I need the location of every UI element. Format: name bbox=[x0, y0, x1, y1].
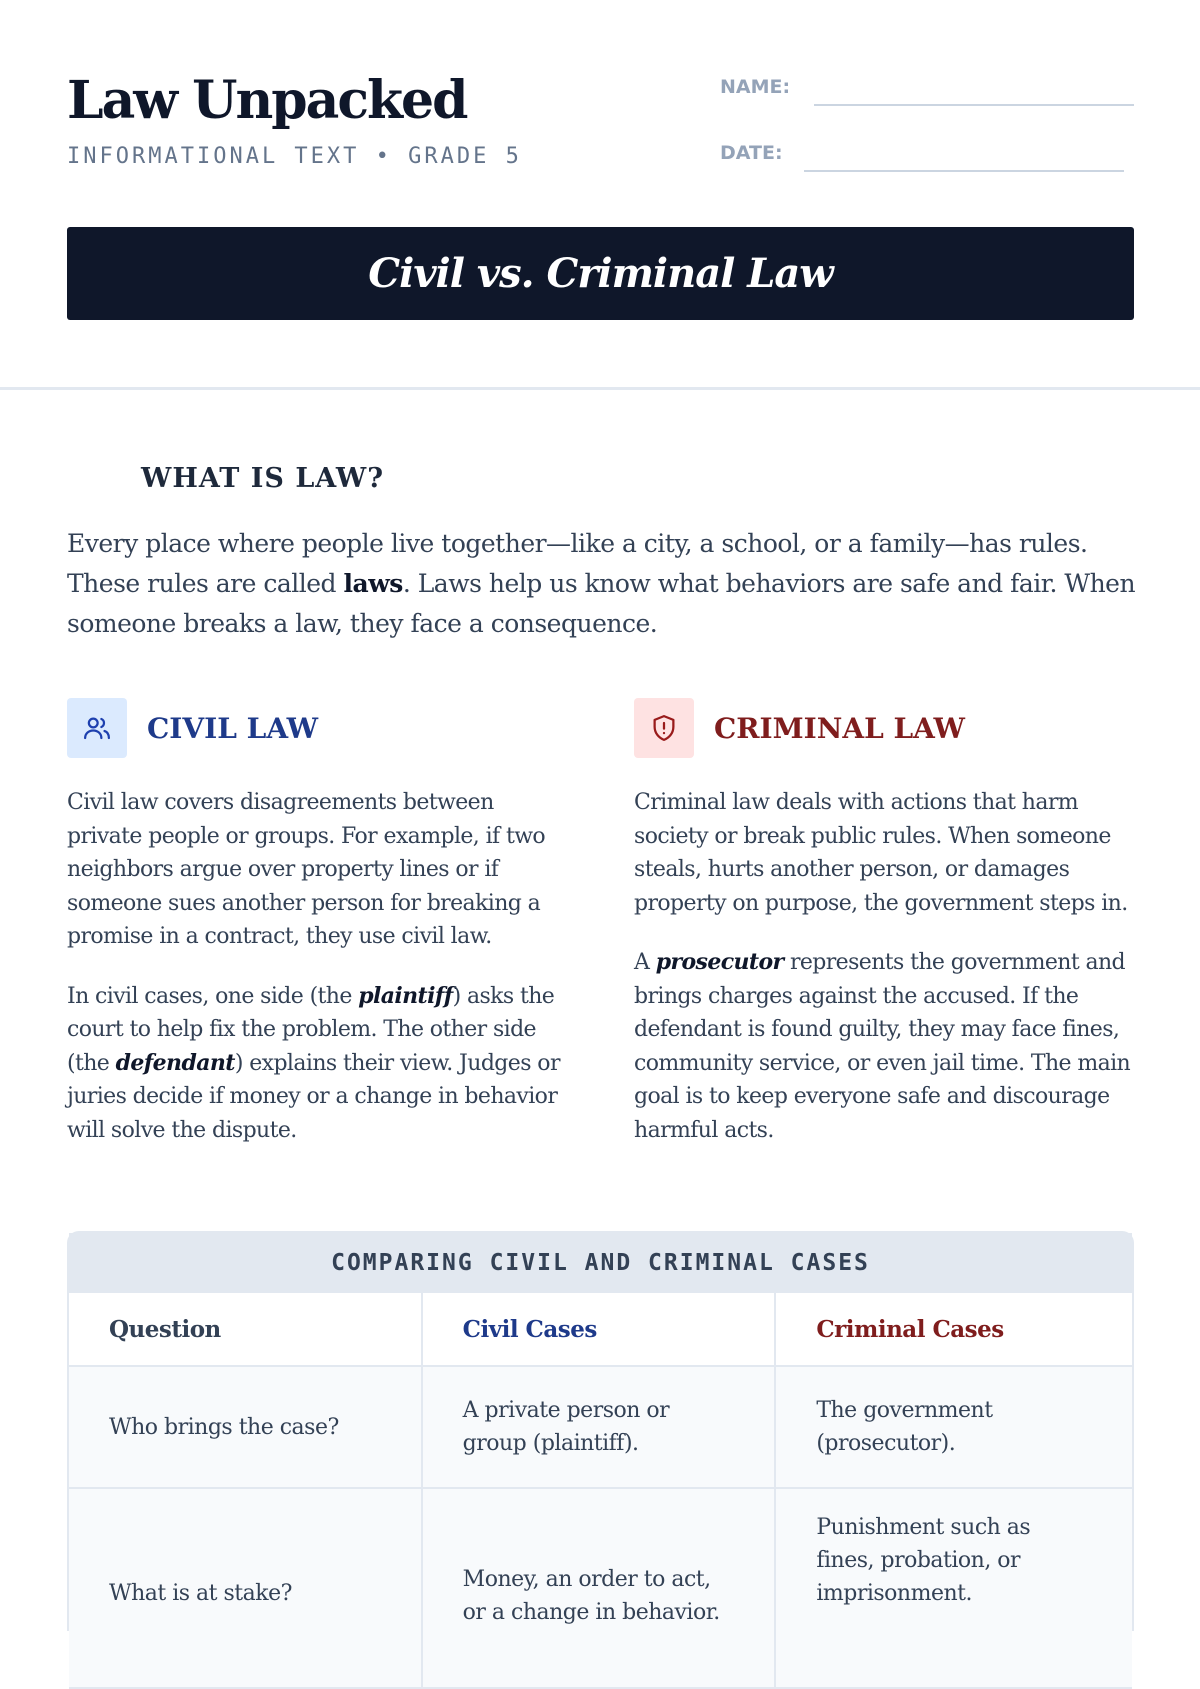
intro-heading: WHAT IS LAW? bbox=[141, 463, 385, 494]
civil-law-header bbox=[67, 698, 567, 758]
civil-law-paragraph-2 bbox=[67, 980, 567, 1148]
comparison-table bbox=[67, 1231, 1134, 1631]
civil-law-paragraph-1: Civil law covers disagreements between private people or groups. For example, if two neighbors argue over property lines or if someone sues another person for breaking a promise in a contract, they use civil law. bbox=[67, 790, 546, 949]
civil-text-b: ) asks the court to help fix the problem. The other side (the bbox=[67, 983, 555, 1076]
prosecutor-term: prosecutor bbox=[655, 949, 784, 975]
date-field[interactable] bbox=[720, 142, 783, 164]
defendant-term: defendant bbox=[115, 1049, 235, 1076]
name-label: NAME: bbox=[720, 76, 791, 98]
header-question: Question bbox=[69, 1293, 423, 1365]
row-civil-answer: A private person or group (plaintiff). bbox=[423, 1367, 777, 1487]
table-caption: COMPARING CIVIL AND CRIMINAL CASES bbox=[69, 1233, 1132, 1293]
civil-law-column bbox=[67, 698, 567, 1147]
intro-keyword: laws bbox=[343, 569, 403, 598]
criminal-law-column bbox=[634, 698, 1134, 1147]
intro-paragraph bbox=[67, 524, 1137, 644]
intro-text-start: Every place where people live together—like a city, a school, or a family—has rules. These rules are called bbox=[67, 529, 1088, 598]
row-civil-answer: Money, an order to act, or a change in behavior. bbox=[423, 1489, 777, 1687]
criminal-law-paragraph-1: Criminal law deals with actions that harm society or break public rules. When someone steals, hurts another person, or damages property on purpose, the government steps in. bbox=[634, 790, 1128, 916]
people-icon bbox=[67, 698, 127, 758]
row-criminal-answer: Punishment such as fines, probation, or imprisonment. bbox=[816, 1515, 1031, 1606]
row-question: Who brings the case? bbox=[69, 1367, 423, 1487]
section-divider bbox=[0, 387, 1200, 390]
civil-text-c: ) explains their view. Judges or juries decide if money or a change in behavior will solve the dispute. bbox=[67, 1050, 560, 1143]
date-label: DATE: bbox=[720, 142, 783, 164]
plaintiff-term: plaintiff bbox=[358, 982, 453, 1009]
criminal-text-a: A bbox=[634, 950, 656, 975]
brand-subtitle: INFORMATIONAL TEXT • GRADE 5 bbox=[67, 144, 522, 169]
header-civil-cases: Civil Cases bbox=[423, 1293, 777, 1365]
topic-banner: Civil vs. Criminal Law bbox=[67, 227, 1134, 320]
row-criminal-answer: The government (prosecutor). bbox=[816, 1398, 993, 1456]
criminal-law-title: CRIMINAL LAW bbox=[714, 711, 965, 745]
table-header-row bbox=[69, 1293, 1132, 1367]
intro-text-end: . Laws help us know what behaviors are safe and fair. When someone breaks a law, they face a consequence. bbox=[67, 569, 1136, 638]
date-input-line[interactable] bbox=[804, 170, 1124, 172]
row-question: What is at stake? bbox=[69, 1489, 423, 1687]
criminal-law-paragraph-2 bbox=[634, 946, 1134, 1147]
criminal-text-b: represents the government and brings charges against the accused. If the defendant is found guilty, they may face fines, community service, or even jail time. The main goal is to keep everyone safe and discourage harmful acts. bbox=[634, 950, 1131, 1143]
civil-law-title: CIVIL LAW bbox=[147, 711, 319, 745]
civil-text-a: In civil cases, one side (the bbox=[67, 983, 359, 1009]
brand-title: Law Unpacked bbox=[67, 70, 467, 131]
header-criminal-cases: Criminal Cases bbox=[816, 1315, 1004, 1343]
criminal-law-header bbox=[634, 698, 1134, 758]
table-row bbox=[69, 1489, 1132, 1689]
table-row bbox=[69, 1367, 1132, 1489]
shield-alert-icon bbox=[634, 698, 694, 758]
name-field[interactable] bbox=[720, 76, 790, 98]
name-input-line[interactable] bbox=[814, 104, 1134, 106]
